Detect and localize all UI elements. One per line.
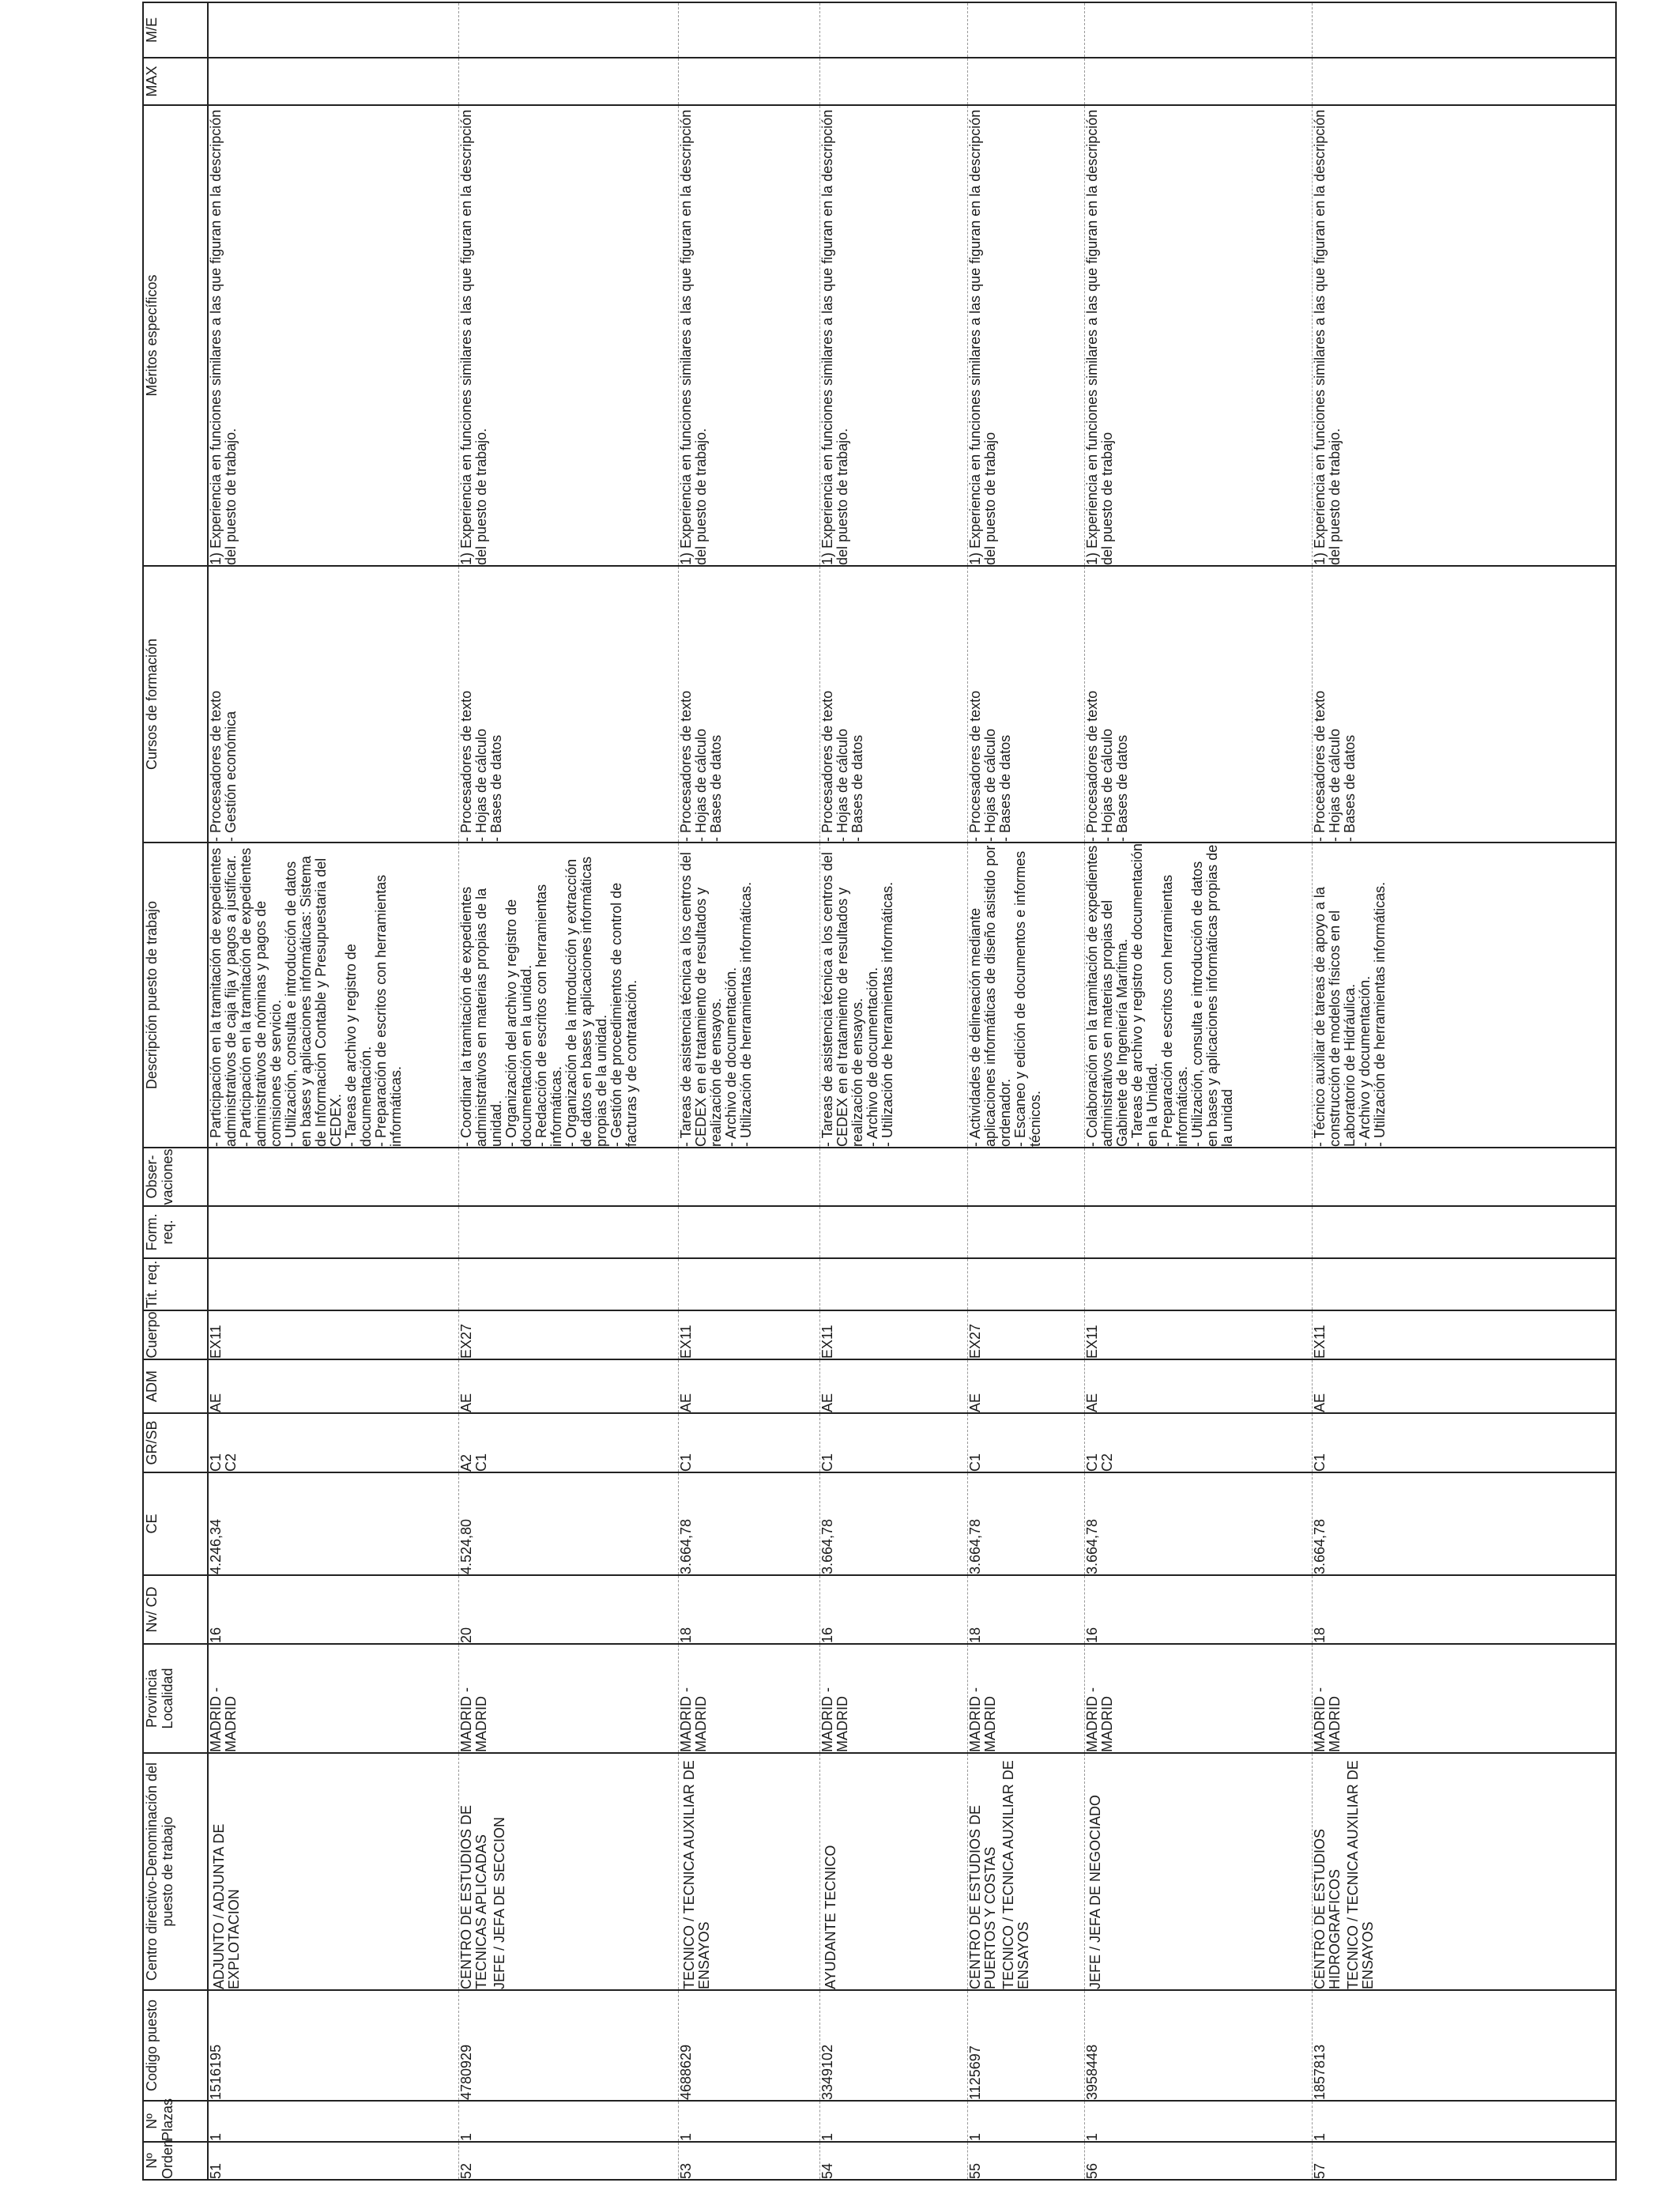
denominacion-puesto: TECNICO / TECNICA AUXILIAR DE ENSAYOS (1000, 1760, 1031, 1989)
text-line: - Preparación de escritos con herramientas informáticas. (1158, 870, 1190, 1147)
cell-max (967, 58, 1084, 105)
cell-cursos (458, 566, 678, 843)
centro-directivo: CENTRO DE ESTUDIOS DE PUERTOS Y COSTAS (966, 1804, 998, 1989)
cell-centro-puesto (1084, 1753, 1312, 1990)
cell-provincia: MADRID - MADRID (678, 1644, 819, 1753)
denominacion-puesto: JEFE / JEFA DE NEGOCIADO (1087, 1794, 1103, 1989)
cell-codigo: 1516195 (208, 1990, 458, 2101)
cell-provincia: MADRID - MADRID (967, 1644, 1084, 1753)
cell-cuerpo: EX27 (967, 1310, 1084, 1359)
text-line: A2 (458, 1453, 474, 1472)
cell-orden: 55 (967, 2142, 1084, 2180)
text-line: C1 (208, 1453, 224, 1472)
cell-adm: AE (458, 1359, 678, 1413)
text-line: - Bases de datos (1113, 734, 1130, 842)
cell-grupo (819, 1413, 967, 1472)
cell-formacion (458, 1206, 678, 1258)
text-line: - Bases de datos (849, 734, 865, 842)
denominacion-puesto: TECNICO / TECNICA AUXILIAR DE ENSAYOS (1344, 1760, 1376, 1989)
text-line: - Bases de datos (707, 734, 724, 842)
text-line: - Hojas de cálculo (981, 728, 998, 842)
cell-ce: 4.524,80 (458, 1472, 678, 1575)
table-row (458, 2, 678, 2180)
text-line: C1 (1083, 1453, 1100, 1472)
cell-max (208, 58, 458, 105)
header-row (143, 2, 208, 2180)
cell-descripcion (1083, 839, 1312, 1148)
text-line: C1 (1311, 1453, 1328, 1472)
cell-orden: 54 (819, 2142, 967, 2180)
cell-formacion (967, 1206, 1084, 1258)
cell-cuerpo: EX11 (1084, 1310, 1312, 1359)
cell-plazas: 1 (458, 2101, 678, 2142)
cell-plazas: 1 (1084, 2101, 1312, 2142)
cell-adm: AE (967, 1359, 1084, 1413)
text-line: - Participación en la tramitación de expedientes administrativos de nóminas y pagos de comisiones de servicio. (238, 843, 284, 1147)
text-line: - Hojas de cálculo (1326, 728, 1343, 842)
col-cuerpo-header: Cuerpo (143, 1310, 208, 1359)
text-line: - Actividades de delineación mediante aplicaciones informáticas de diseño asistido por ordenador. (966, 841, 1013, 1147)
cell-cuerpo: EX27 (458, 1310, 678, 1359)
cell-grupo (458, 1413, 678, 1472)
table-row (208, 2, 458, 2180)
col-observaciones-header: Obser-vaciones (143, 1148, 208, 1206)
cell-observaciones (1084, 1148, 1312, 1206)
text-line: - Procesadores de texto (677, 690, 694, 842)
text-line: - Gestión de procedimientos de control de facturas y de contratación. (608, 878, 639, 1147)
cell-formacion (1312, 1206, 1616, 1258)
cell-ce: 3.664,78 (678, 1472, 819, 1575)
cell-grupo (678, 1413, 819, 1472)
cell-plazas: 1 (1312, 2101, 1616, 2142)
cell-formacion (208, 1206, 458, 1258)
cell-adm: AE (208, 1359, 458, 1413)
text-line: - Hojas de cálculo (473, 728, 489, 842)
cell-provincia: MADRID - MADRID (1312, 1644, 1616, 1753)
cell-titulacion (1084, 1258, 1312, 1310)
text-line: - Participación en la tramitación de expedientes administrativos de caja fija y pagos a justificar. (208, 843, 239, 1147)
cell-grupo (967, 1413, 1084, 1472)
text-line: - Bases de datos (1341, 734, 1358, 842)
cell-nivel: 18 (678, 1575, 819, 1644)
denominacion-puesto: JEFE / JEFA DE SECCION (491, 1816, 507, 1989)
cell-meritos: 1) Experiencia en funciones similares a las que figuran en la descripción del puesto de trabajo (967, 105, 1084, 566)
text-line: - Tareas de asistencia técnica a los centros del CEDEX en el tratamiento de resultados y realización de ensayos. (819, 848, 865, 1147)
cell-max (819, 58, 967, 105)
text-line: - Hojas de cálculo (834, 728, 850, 842)
cell-me (819, 2, 967, 58)
cell-cursos (208, 566, 458, 843)
col-meritos-header: Méritos específicos (143, 105, 208, 566)
cell-meritos: 1) Experiencia en funciones similares a las que figuran en la descripción del puesto de trabajo. (1312, 105, 1616, 566)
cell-plazas: 1 (819, 2101, 967, 2142)
denominacion-puesto: ADJUNTO / ADJUNTA DE EXPLOTACION (211, 1823, 242, 1989)
text-line: C1 (819, 1453, 835, 1472)
cell-codigo: 1857813 (1312, 1990, 1616, 2101)
cell-centro-puesto (678, 1753, 819, 1990)
rpt-table (142, 2, 1617, 2181)
cell-observaciones (1312, 1148, 1616, 1206)
cell-ce: 3.664,78 (1312, 1472, 1616, 1575)
cell-observaciones (819, 1148, 967, 1206)
text-line: C1 (473, 1453, 489, 1472)
cell-me (208, 2, 458, 58)
cell-max (678, 58, 819, 105)
centro-directivo: CENTRO DE ESTUDIOS DE TECNICAS APLICADAS (458, 1804, 489, 1989)
cell-grupo (1084, 1413, 1312, 1472)
cell-max (1312, 58, 1616, 105)
cell-descripcion (819, 843, 967, 1148)
cell-nivel: 18 (1312, 1575, 1616, 1644)
text-line: - Técnico auxiliar de tareas de apoyo a la construcción de modelos físicos en el Laboratorio de Hidráulica. (1311, 883, 1358, 1147)
cell-titulacion (678, 1258, 819, 1310)
cell-nivel: 16 (208, 1575, 458, 1644)
cell-formacion (678, 1206, 819, 1258)
text-line: - Procesadores de texto (1083, 690, 1100, 842)
denominacion-puesto: TECNICO / TECNICA AUXILIAR DE ENSAYOS (680, 1760, 712, 1989)
cell-provincia: MADRID - MADRID (1084, 1644, 1312, 1753)
cell-cursos (1312, 566, 1616, 843)
cell-plazas: 1 (208, 2101, 458, 2142)
text-line: - Utilización, consulta e introducción de datos en bases y aplicaciones informáticas propias de la unidad (1188, 840, 1235, 1147)
text-line: - Bases de datos (488, 734, 504, 842)
cell-plazas: 1 (967, 2101, 1084, 2142)
cell-plazas: 1 (678, 2101, 819, 2142)
col-orden-header: Nº Orden (143, 2142, 208, 2180)
text-line: - Utilización de herramientas informáticas. (879, 881, 895, 1147)
cell-cursos (678, 566, 819, 843)
text-line: - Tareas de asistencia técnica a los centros del CEDEX en el tratamiento de resultados y realización de ensayos. (677, 848, 724, 1147)
text-line: - Hojas de cálculo (1098, 728, 1115, 842)
table-row (1312, 2, 1616, 2180)
text-line: C1 (677, 1453, 694, 1472)
col-provincia-header: Provincia Localidad (143, 1644, 208, 1753)
cell-observaciones (678, 1148, 819, 1206)
cell-orden: 53 (678, 2142, 819, 2180)
cell-descripcion (208, 843, 458, 1148)
table-row (1084, 2, 1312, 2180)
cell-cuerpo: EX11 (1312, 1310, 1616, 1359)
cell-meritos: 1) Experiencia en funciones similares a las que figuran en la descripción del puesto de trabajo. (458, 105, 678, 566)
cell-titulacion (458, 1258, 678, 1310)
cell-formacion (1084, 1206, 1312, 1258)
text-line: - Archivo y documentación. (1356, 975, 1373, 1147)
col-max-header: MAX (143, 58, 208, 105)
cell-cursos (1084, 566, 1312, 843)
cell-nivel: 18 (967, 1575, 1084, 1644)
cell-nivel: 16 (1084, 1575, 1312, 1644)
cell-grupo (208, 1413, 458, 1472)
cell-adm: AE (678, 1359, 819, 1413)
col-titulacion-header: Tit. req. (143, 1258, 208, 1310)
cell-descripcion (967, 843, 1084, 1148)
cell-titulacion (1312, 1258, 1616, 1310)
col-me-header: M/E (143, 2, 208, 58)
cell-me (1084, 2, 1312, 58)
table-row (678, 2, 819, 2180)
text-line: - Procesadores de texto (1311, 690, 1328, 842)
text-line: - Utilización de herramientas informáticas. (737, 881, 754, 1147)
cell-observaciones (967, 1148, 1084, 1206)
cell-meritos: 1) Experiencia en funciones similares a las que figuran en la descripción del puesto de trabajo. (819, 105, 967, 566)
cell-codigo: 4688629 (678, 1990, 819, 2101)
col-nivel-header: Nv/ CD (143, 1575, 208, 1644)
cell-meritos: 1) Experiencia en funciones similares a las que figuran en la descripción del puesto de trabajo. (678, 105, 819, 566)
cell-codigo: 4780929 (458, 1990, 678, 2101)
text-line: - Archivo de documentación. (722, 967, 739, 1147)
cell-nivel: 20 (458, 1575, 678, 1644)
cell-orden: 52 (458, 2142, 678, 2180)
text-line: - Redacción de escritos con herramientas informáticas. (533, 880, 564, 1147)
cell-adm: AE (1084, 1359, 1312, 1413)
cell-ce: 3.664,78 (967, 1472, 1084, 1575)
col-ce-header: CE (143, 1472, 208, 1575)
text-line: - Procesadores de texto (966, 690, 983, 842)
cell-formacion (819, 1206, 967, 1258)
cell-me (1312, 2, 1616, 58)
cell-centro-puesto (208, 1753, 458, 1990)
text-line: - Procesadores de texto (458, 690, 474, 842)
cell-titulacion (967, 1258, 1084, 1310)
cell-orden: 56 (1084, 2142, 1312, 2180)
cell-grupo (1312, 1413, 1616, 1472)
text-line: - Utilización, consulta e introducción de datos en bases y aplicaciones informáticas: Sistema de Información Contable y Presupuestaria del CEDEX. (283, 851, 344, 1147)
cell-cuerpo: EX11 (819, 1310, 967, 1359)
col-formacion-header: Form. req. (143, 1206, 208, 1258)
text-line: - Procesadores de texto (208, 690, 224, 842)
cell-cursos (967, 566, 1084, 843)
cell-orden: 57 (1312, 2142, 1616, 2180)
text-line: - Bases de datos (996, 734, 1013, 842)
cell-me (967, 2, 1084, 58)
text-line: C2 (223, 1453, 239, 1472)
text-line: - Coordinar la tramitación de expedientes administrativos en materias propias de la unidad. (458, 882, 504, 1147)
cell-titulacion (208, 1258, 458, 1310)
text-line: - Hojas de cálculo (692, 728, 709, 842)
cell-titulacion (819, 1258, 967, 1310)
cell-codigo: 3958448 (1084, 1990, 1312, 2101)
cell-ce: 3.664,78 (819, 1472, 967, 1575)
text-line: - Organización de la introducción y extracción de datos en bases y aplicaciones informáticas propias de la unidad. (563, 852, 609, 1147)
cell-meritos: 1) Experiencia en funciones similares a las que figuran en la descripción del puesto de trabajo (1084, 105, 1312, 566)
cell-descripcion (1312, 843, 1616, 1148)
col-grupo-header: GR/SB (143, 1413, 208, 1472)
cell-centro-puesto (458, 1753, 678, 1990)
text-line: - Colaboración en la tramitación de expedientes administrativos en materias propias del Gabinete de Ingeniería Marítima. (1083, 841, 1130, 1147)
text-line: - Procesadores de texto (819, 690, 835, 842)
cell-centro-puesto (819, 1753, 967, 1990)
cell-ce: 4.246,34 (208, 1472, 458, 1575)
cell-centro-puesto (967, 1753, 1084, 1990)
cell-me (678, 2, 819, 58)
col-codigo-header: Codigo puesto (143, 1990, 208, 2101)
cell-codigo: 1125697 (967, 1990, 1084, 2101)
cell-descripcion (458, 843, 678, 1148)
denominacion-puesto: AYUDANTE TECNICO (822, 1845, 838, 1989)
text-line: - Tareas de archivo y registro de documentación. (343, 940, 374, 1147)
cell-max (1084, 58, 1312, 105)
cell-descripcion (678, 843, 819, 1148)
text-line: - Utilización de herramientas informáticas. (1371, 881, 1388, 1147)
cell-centro-puesto (1312, 1753, 1616, 1990)
text-line: - Organización del archivo y registro de documentación en la unidad. (503, 895, 534, 1147)
cell-me (458, 2, 678, 58)
cell-provincia: MADRID - MADRID (819, 1644, 967, 1753)
text-line: - Gestión económica (223, 711, 239, 842)
col-descripcion-header: Descripción puesto de trabajo (143, 843, 208, 1148)
text-line: - Archivo de documentación. (864, 967, 880, 1147)
cell-meritos: 1) Experiencia en funciones similares a las que figuran en la descripción del puesto de trabajo. (208, 105, 458, 566)
text-line: - Preparación de escritos con herramientas informáticas. (373, 870, 404, 1147)
table-row (819, 2, 967, 2180)
cell-nivel: 16 (819, 1575, 967, 1644)
col-adm-header: ADM (143, 1359, 208, 1413)
cell-provincia: MADRID - MADRID (458, 1644, 678, 1753)
centro-directivo: CENTRO DE ESTUDIOS HIDROGRAFICOS (1311, 1828, 1343, 1989)
col-centro-header: Centro directivo-Denominación del puesto de trabajo (143, 1753, 208, 1990)
text-line: - Tareas de archivo y registro de documentación en la Unidad. (1128, 839, 1160, 1147)
cell-ce: 3.664,78 (1084, 1472, 1312, 1575)
cell-adm: AE (1312, 1359, 1616, 1413)
cell-orden: 51 (208, 2142, 458, 2180)
col-cursos-header: Cursos de formación (143, 566, 208, 843)
cell-cursos (819, 566, 967, 843)
text-line: C2 (1098, 1453, 1115, 1472)
cell-cuerpo: EX11 (678, 1310, 819, 1359)
cell-cuerpo: EX11 (208, 1310, 458, 1359)
text-line: - Escaneo y edición de documentos e informes técnicos. (1011, 846, 1043, 1147)
cell-provincia: MADRID - MADRID (208, 1644, 458, 1753)
table-body (208, 2, 1616, 2180)
table-row (967, 2, 1084, 2180)
cell-codigo: 3349102 (819, 1990, 967, 2101)
col-plazas-header: Nº Plazas (143, 2101, 208, 2142)
cell-observaciones (208, 1148, 458, 1206)
cell-max (458, 58, 678, 105)
text-line: C1 (966, 1453, 983, 1472)
cell-adm: AE (819, 1359, 967, 1413)
cell-observaciones (458, 1148, 678, 1206)
